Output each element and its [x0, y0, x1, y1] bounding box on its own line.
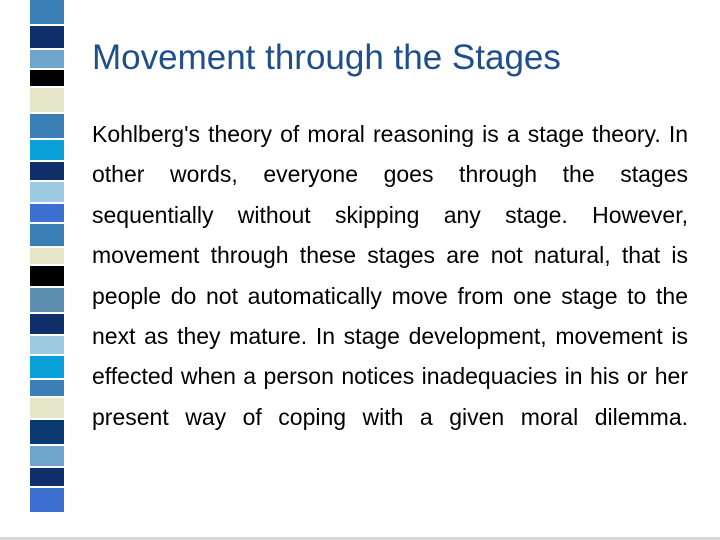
stripe-block	[30, 398, 64, 420]
stripe-block	[30, 114, 64, 140]
stripe-block	[30, 488, 64, 514]
stripe-block	[30, 204, 64, 224]
slide-title: Movement through the Stages	[92, 38, 561, 77]
stripe-block	[30, 336, 64, 356]
slide-body-text: Kohlberg's theory of moral reasoning is a stage theory. In other words, everyone goes through the stages sequentially without skipping any stage. However, movement through these stages are not natural, that is people do not automatically move from one stage to the next as they mature. In stage development, movement is effected when a person notices inadequacies in his or her present way of coping with a given moral dilemma.	[92, 121, 688, 430]
stripe-block	[30, 224, 64, 248]
stripe-block	[30, 420, 64, 446]
stripe-block	[30, 380, 64, 398]
stripe-block	[30, 182, 64, 204]
stripe-block	[30, 0, 64, 26]
stripe-block	[30, 356, 64, 380]
stripe-block	[30, 88, 64, 114]
stripe-block	[30, 468, 64, 488]
stripe-block	[30, 266, 64, 288]
stripe-block	[30, 162, 64, 182]
decorative-stripe	[30, 0, 64, 540]
stripe-block	[30, 26, 64, 50]
stripe-block	[30, 446, 64, 468]
stripe-block	[30, 70, 64, 88]
stripe-block	[30, 50, 64, 70]
stripe-block	[30, 288, 64, 314]
stripe-block	[30, 248, 64, 266]
stripe-block	[30, 314, 64, 336]
stripe-block	[30, 140, 64, 162]
